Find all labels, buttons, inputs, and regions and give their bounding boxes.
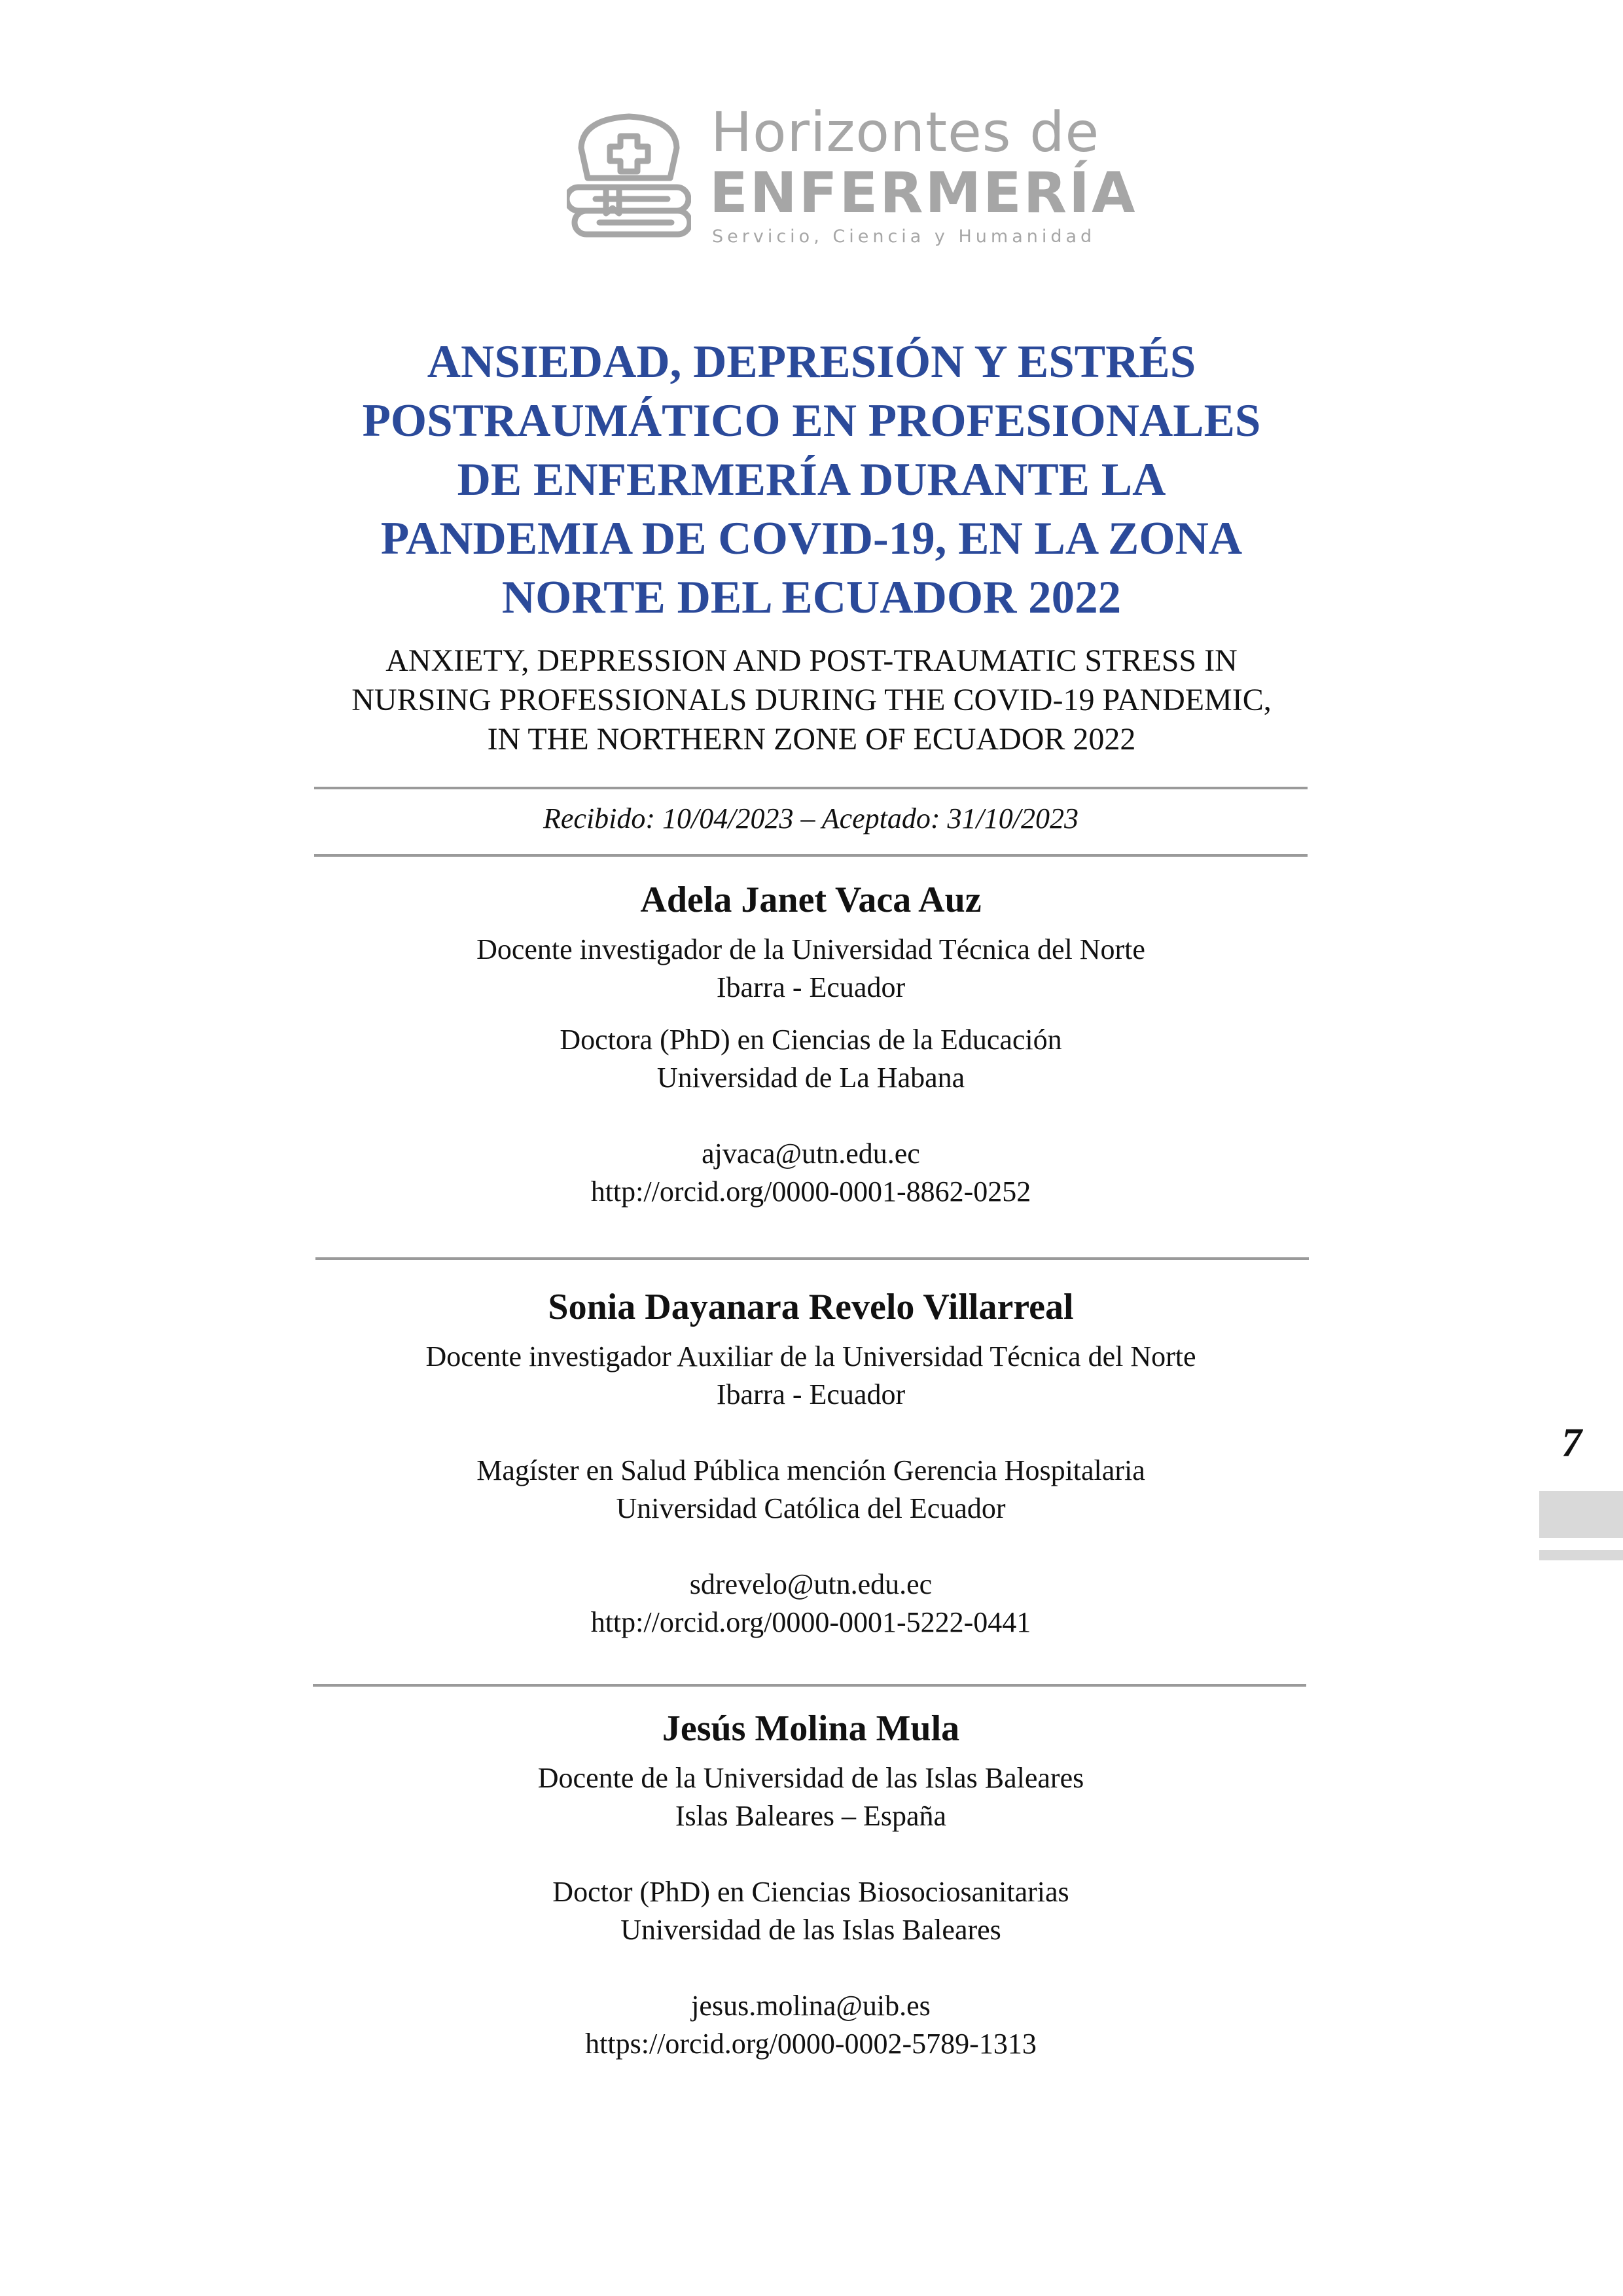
journal-logo (567, 100, 1137, 255)
received-accepted-dates: Recibido: 10/04/2023 – Aceptado: 31/10/2023 (543, 802, 1079, 834)
author-name: Jesús Molina Mula (662, 1708, 960, 1749)
author-degree-institution: Universidad de La Habana (656, 1062, 965, 1094)
author-email[interactable]: sdrevelo@utn.edu.ec (689, 1568, 933, 1600)
side-tab-marker (1539, 1491, 1623, 1538)
divider (314, 787, 1308, 789)
author-degree-institution: Universidad Católica del Ecuador (616, 1492, 1006, 1524)
author-email[interactable]: jesus.molina@uib.es (691, 1990, 931, 2022)
title-es-line: NORTE DEL ECUADOR 2022 (501, 572, 1122, 623)
author-location: Ibarra - Ecuador (716, 1378, 906, 1410)
author-degree: Doctora (PhD) en Ciencias de la Educación (560, 1024, 1062, 1056)
divider (315, 1257, 1309, 1260)
author-degree: Magíster en Salud Pública mención Gerencia Hospitalaria (476, 1454, 1145, 1486)
title-en-line: NURSING PROFESSIONALS DURING THE COVID-19 PANDEMIC, (351, 683, 1272, 717)
author-position: Docente investigador de la Universidad Técnica del Norte (476, 933, 1145, 965)
nursing-cap-books-icon (567, 110, 691, 247)
article-title-spanish (281, 332, 1342, 627)
side-tab-marker (1539, 1550, 1623, 1560)
title-es-line: PANDEMIA DE COVID-19, EN LA ZONA (380, 513, 1243, 564)
author-orcid-link[interactable]: http://orcid.org/0000-0001-5222-0441 (590, 1606, 1031, 1638)
author-location: Islas Baleares – España (675, 1800, 947, 1832)
author-name: Sonia Dayanara Revelo Villarreal (548, 1287, 1074, 1327)
author-block-1 (314, 877, 1308, 1211)
title-en-line: ANXIETY, DEPRESSION AND POST-TRAUMATIC STRESS IN (385, 643, 1238, 678)
title-es-line: POSTRAUMÁTICO EN PROFESIONALES (362, 395, 1261, 446)
author-orcid-link[interactable]: http://orcid.org/0000-0001-8862-0252 (590, 1175, 1031, 1208)
divider (313, 1684, 1306, 1687)
title-es-line: ANSIEDAD, DEPRESIÓN Y ESTRÉS (427, 336, 1196, 387)
author-email[interactable]: ajvaca@utn.edu.ec (702, 1138, 920, 1170)
author-orcid-link[interactable]: https://orcid.org/0000-0002-5789-1313 (585, 2028, 1037, 2060)
article-title-english (281, 641, 1342, 759)
divider (314, 854, 1308, 857)
author-position: Docente de la Universidad de las Islas Baleares (537, 1762, 1084, 1794)
logo-text-enfermeria: ENFERMERÍA (709, 160, 1137, 226)
author-name: Adela Janet Vaca Auz (640, 880, 982, 920)
author-degree: Doctor (PhD) en Ciencias Biosociosanitarias (552, 1876, 1069, 1908)
title-en-line: IN THE NORTHERN ZONE OF ECUADOR 2022 (487, 722, 1136, 757)
author-block-2 (314, 1284, 1308, 1641)
author-location: Ibarra - Ecuador (716, 971, 906, 1003)
logo-tagline: Servicio, Ciencia y Humanidad (712, 226, 1096, 247)
author-position: Docente investigador Auxiliar de la Universidad Técnica del Norte (425, 1340, 1196, 1372)
page-number: 7 (1561, 1421, 1582, 1465)
title-es-line: DE ENFERMERÍA DURANTE LA (457, 454, 1166, 505)
logo-text-horizontes: Horizontes de (711, 100, 1100, 164)
author-block-3 (314, 1706, 1308, 2063)
author-degree-institution: Universidad de las Islas Baleares (620, 1914, 1001, 1946)
